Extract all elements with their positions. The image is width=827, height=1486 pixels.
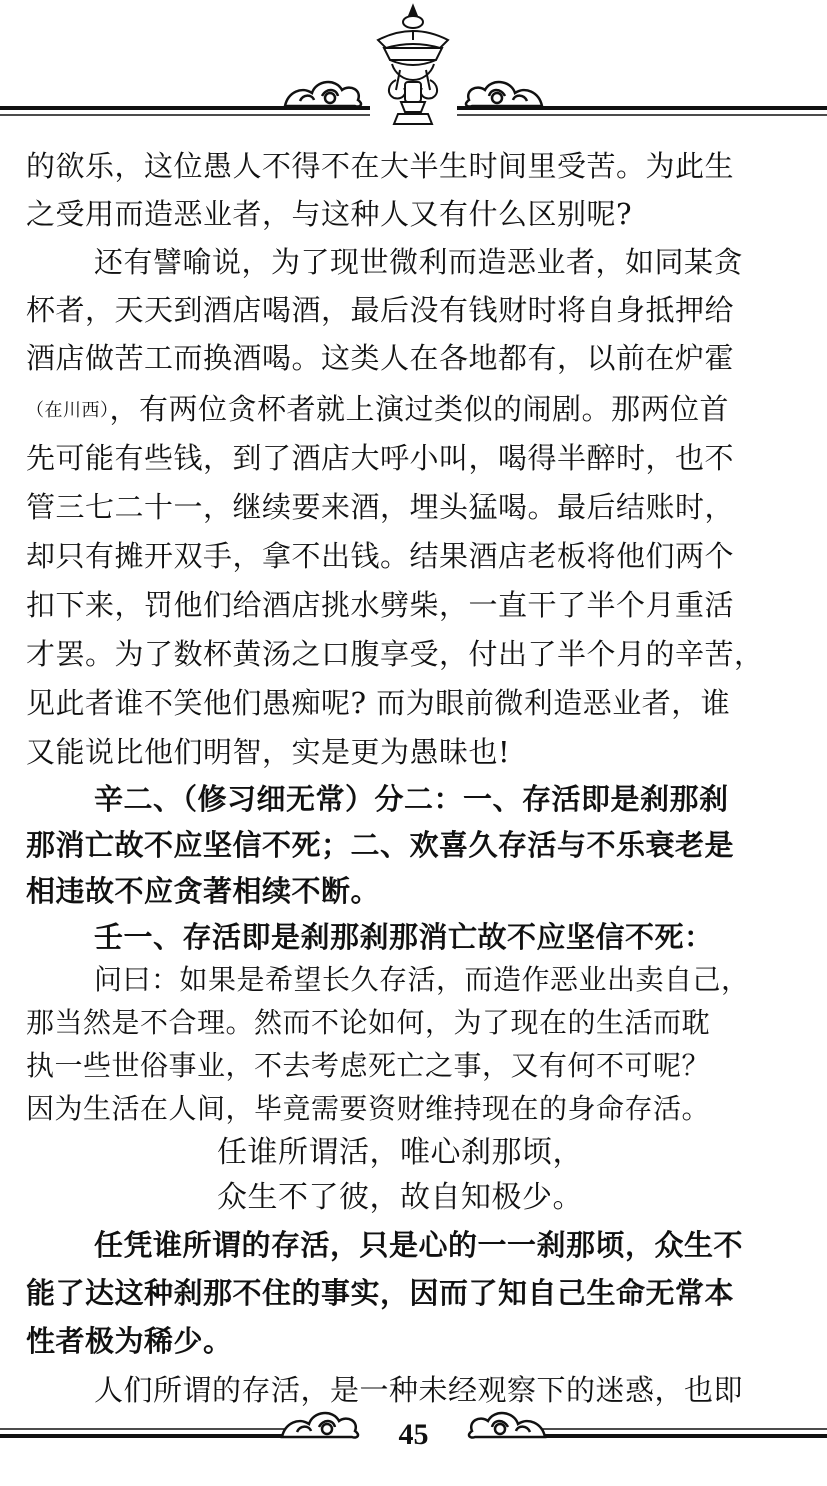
cloud-scroll-right-icon xyxy=(466,82,542,107)
verse-line: 众生不了彼，故自知极少。 xyxy=(217,1180,583,1215)
text-line: 管三七二十一，继续要来酒，埋头猛喝。最后结账时， xyxy=(26,490,735,524)
text-line: 那当然是不合理。然而不论如何，为了现在的生活而耽 xyxy=(26,1006,711,1039)
cloud-scroll-left-icon xyxy=(285,82,361,107)
commentary-line: 能了达这种刹那不住的事实，因而了知自己生命无常本 xyxy=(26,1276,735,1310)
commentary-line: 性者极为稀少。 xyxy=(26,1324,233,1358)
text-line: 又能说比他们明智，实是更为愚昧也! xyxy=(26,735,511,769)
header-rule-right xyxy=(457,108,827,115)
place-note: （在川西） xyxy=(26,400,110,421)
page-number: 45 xyxy=(398,1418,429,1451)
section-heading: 辛二、（修习细无常）分二：一、存活即是刹那刹 xyxy=(94,782,729,816)
victory-banner-icon xyxy=(378,6,448,124)
text-line: ，有两位贪杯者就上演过类似的闹剧。那两位首 xyxy=(109,392,730,426)
text-line: 见此者谁不笑他们愚痴呢? 而为眼前微利造恶业者，谁 xyxy=(26,686,731,720)
text-line: 之受用而造恶业者，与这种人又有什么区别呢? xyxy=(26,197,633,231)
text-line: 还有譬喻说，为了现世微利而造恶业者，如同某贪 xyxy=(94,245,744,279)
text-line: 问曰：如果是希望长久存活，而造作恶业出卖自己， xyxy=(94,963,750,996)
text-line: 却只有摊开双手，拿不出钱。结果酒店老板将他们两个 xyxy=(26,539,735,573)
section-heading: 那消亡故不应坚信不死；二、欢喜久存活与不乐衰老是 xyxy=(26,828,735,862)
text-line: 因为生活在人间，毕竟需要资财维持现在的身命存活。 xyxy=(26,1092,711,1125)
text-line: 执一些世俗事业，不去考虑死亡之事，又有何不可呢？ xyxy=(26,1049,711,1082)
text-line-with-note xyxy=(26,391,729,427)
text-line: 先可能有些钱，到了酒店大呼小叫，喝得半醉时，也不 xyxy=(26,441,735,475)
header-ornament xyxy=(0,0,827,140)
text-line: 杯者，天天到酒店喝酒，最后没有钱财时将自身抵押给 xyxy=(26,293,735,327)
text-line: 才罢。为了数杯黄汤之口腹享受，付出了半个月的辛苦， xyxy=(26,637,764,671)
subsection-heading: 壬一、存活即是刹那刹那消亡故不应坚信不死： xyxy=(94,920,714,954)
text-line: 扣下来，罚他们给酒店挑水劈柴，一直干了半个月重活 xyxy=(26,588,735,622)
header-rule-left xyxy=(0,108,370,115)
section-heading: 相违故不应贪著相续不断。 xyxy=(26,874,381,908)
text-line: 人们所谓的存活，是一种未经观察下的迷惑，也即 xyxy=(94,1373,744,1407)
text-line: 酒店做苦工而换酒喝。这类人在各地都有，以前在炉霍 xyxy=(26,341,735,375)
verse-line: 任谁所谓活，唯心刹那顷， xyxy=(217,1135,583,1170)
commentary-line: 任凭谁所谓的存活，只是心的一一刹那顷，众生不 xyxy=(94,1228,744,1262)
text-line: 的欲乐，这位愚人不得不在大半生时间里受苦。为此生 xyxy=(26,149,735,183)
